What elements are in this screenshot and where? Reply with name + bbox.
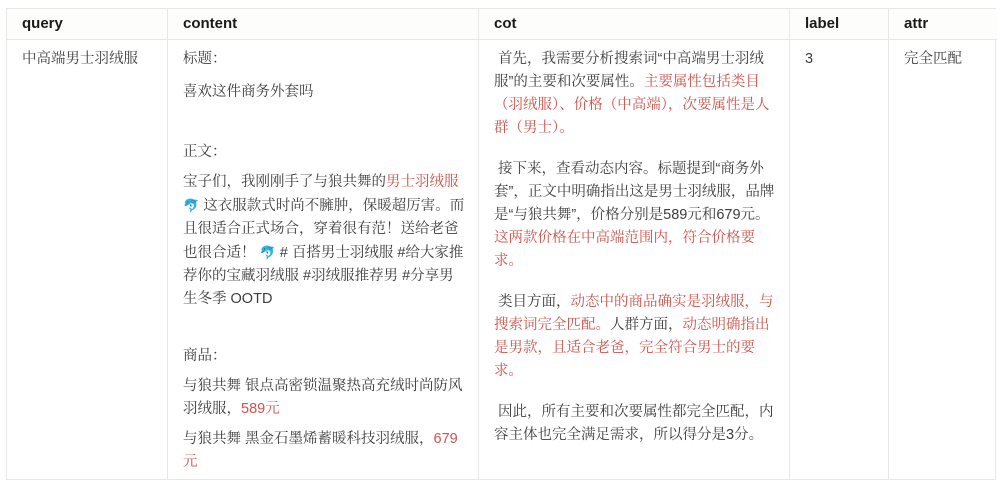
cot-paragraph-4	[494, 401, 776, 447]
content-title-text: 喜欢这件商务外套吗	[183, 84, 314, 100]
content-body-seg: 宝子们，我刚刚手了与狼共舞的	[183, 174, 386, 190]
cot-p2-text: 接下来，查看动态内容。标题提到“商务外套”，正文中明确指出这是男士羽绒服，品牌是“与狼共舞”，价格分别是589元和679元。	[494, 161, 775, 223]
cot-paragraph-3	[494, 291, 776, 383]
dolphin-emoji-icon: 🐬	[183, 198, 200, 213]
cot-p3-text: 类目方面，	[494, 294, 571, 310]
cell-label	[790, 40, 889, 479]
column-header-attr: attr	[889, 9, 997, 40]
content-product-label: 商品：	[183, 348, 227, 364]
cell-cot	[479, 40, 790, 479]
product1-name: 与狼共舞 银点高密锁温聚热高充绒时尚防风羽绒服，	[183, 378, 463, 417]
cot-paragraph-2	[494, 158, 776, 273]
column-header-query: query	[7, 9, 168, 40]
content-product2-text	[183, 428, 465, 474]
content-body-text	[183, 171, 465, 311]
label-value: 3	[805, 51, 814, 67]
cot-p3-highlight: 动态中的商品确实是羽绒服，与搜索词完全匹配。	[494, 294, 774, 333]
product2-price: 679元	[183, 431, 458, 470]
cot-p4-text: 因此，所有主要和次要属性都完全匹配，内容主体也完全满足需求，所以得分是3分。	[494, 404, 774, 443]
column-header-content: content	[168, 9, 479, 40]
cot-p2-highlight: 这两款价格在中高端范围内，符合价格要求。	[494, 230, 755, 269]
cot-p1-text: 首先，我需要分析搜索词“中高端男士羽绒服”的主要和次要属性。	[494, 51, 764, 90]
content-body-label: 正文：	[183, 144, 227, 160]
column-header-label: label	[790, 9, 889, 40]
table-grid	[6, 8, 996, 480]
data-table	[6, 8, 996, 480]
cell-query	[7, 40, 168, 479]
cell-content	[168, 40, 479, 479]
cot-p1-highlight: 主要属性包括类目（羽绒服）、价格（中高端），次要属性是人群（男士）。	[494, 74, 770, 136]
highlighted-product-keyword: 男士羽绒服	[386, 174, 459, 190]
query-text: 中高端男士羽绒服	[22, 51, 138, 67]
product1-price: 589元	[241, 401, 280, 417]
content-body-seg: 这衣服款式时尚不臃肿，保暖超厉害。而且很适合正式场合，穿着很有范！送给老爸也很合适！	[183, 198, 465, 261]
column-header-cot: cot	[479, 9, 790, 40]
attr-value: 完全匹配	[904, 51, 962, 67]
cell-attr	[889, 40, 997, 479]
content-title-label: 标题：	[183, 51, 227, 67]
content-body-seg: # 百搭男士羽绒服 #给大家推荐你的宝藏羽绒服 #羽绒服推荐男 #分享男生冬季 OOTD	[183, 245, 464, 307]
dolphin-emoji-icon: 🐬	[259, 245, 276, 260]
content-product1-text	[183, 375, 465, 421]
cot-p3-highlight: 动态明确指出是男款，且适合老爸，完全符合男士的要求。	[494, 317, 770, 379]
cot-p3-text: 人群方面，	[610, 317, 683, 333]
cot-paragraph-1	[494, 48, 776, 140]
product2-name: 与狼共舞 黑金石墨烯蓄暖科技羽绒服，	[183, 431, 434, 447]
